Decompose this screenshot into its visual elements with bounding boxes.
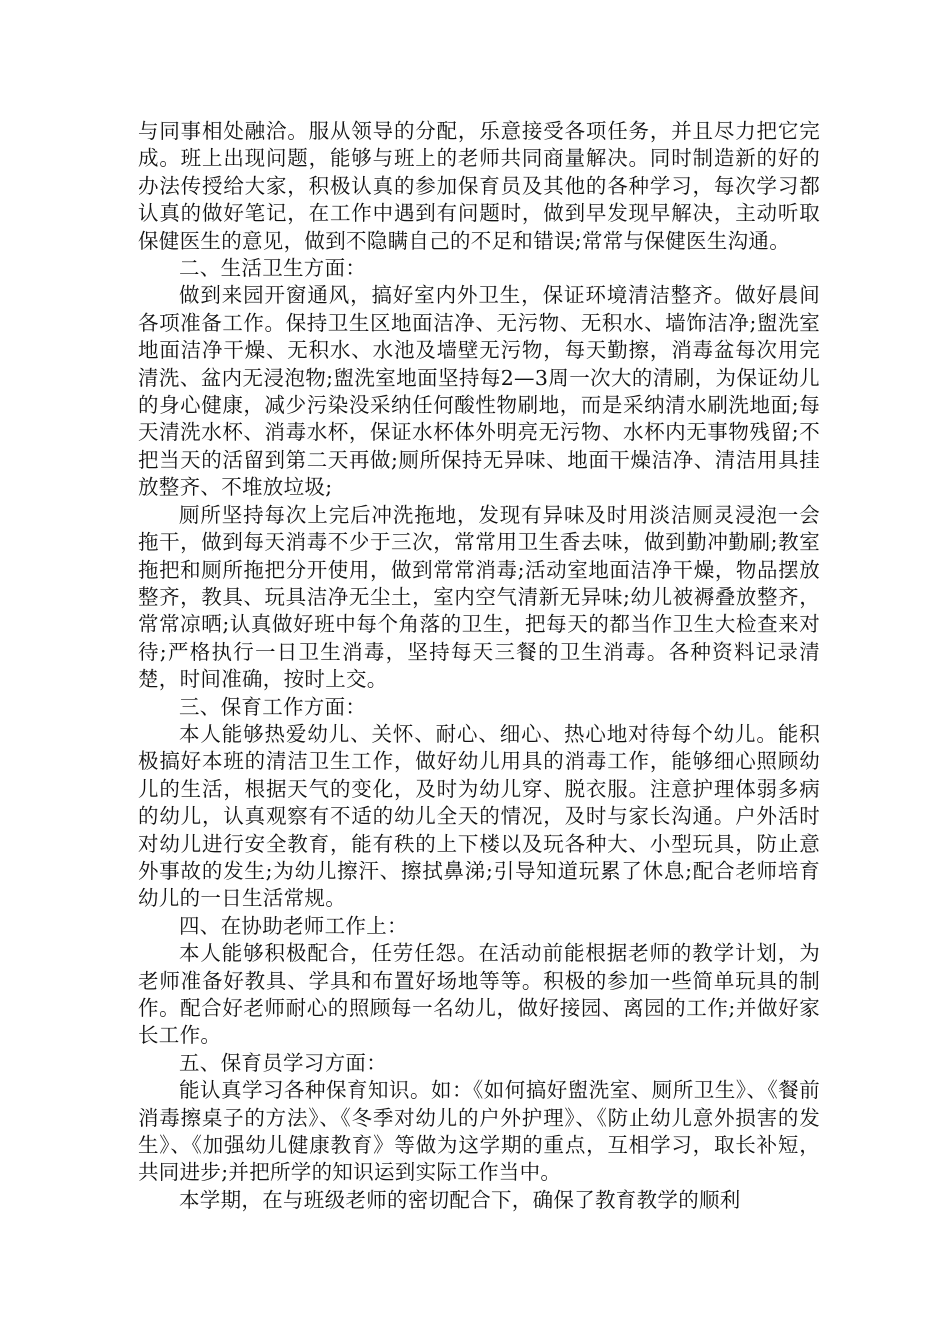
paragraph-semester: 本学期，在与班级老师的密切配合下，确保了教育教学的顺利 <box>179 1187 741 1212</box>
paragraph-assist-teacher: 本人能够积极配合，任劳任怨。在活动前能根据老师的教学计划，为老师准备好教具、学具和布置好场地等等。积极的参加一些简单玩具的制作。配合好老师耐心的照顾每一名幼儿，做好接园、离园的工作;并做好家长工作。 <box>138 941 820 1048</box>
document-page <box>138 118 820 1214</box>
heading-assist-teacher: 四、在协助老师工作上： <box>179 913 408 938</box>
paragraph-childcare: 本人能够热爱幼儿、关怀、耐心、细心、热心地对待每个幼儿。能积极搞好本班的清洁卫生工作，做好幼儿用具的消毒工作，能够细心照顾幼儿的生活，根据天气的变化，及时为幼儿穿、脱衣服。注意护理体弱多病的幼儿，认真观察有不适的幼儿全天的情况，及时与家长沟通。户外活时对幼儿进行安全教育，能有秩的上下楼以及玩各种大、小型玩具，防止意外事故的发生;为幼儿擦汗、擦拭鼻涕;引导知道玩累了休息;配合老师培育幼儿的一日生活常规。 <box>138 721 820 911</box>
heading-living-hygiene: 二、生活卫生方面： <box>179 256 367 281</box>
paragraph-intro: 与同事相处融洽。服从领导的分配，乐意接受各项任务，并且尽力把它完成。班上出现问题，能够与班上的老师共同商量解决。同时制造新的好的办法传授给大家，积极认真的参加保育员及其他的各种学习，每次学习都认真的做好笔记，在工作中遇到有问题时，做到早发现早解决，主动听取保健医生的意见，做到不隐瞒自己的不足和错误;常常与保健医生沟通。 <box>138 119 820 253</box>
paragraph-hygiene-1: 做到来园开窗通风，搞好室内外卫生，保证环境清洁整齐。做好晨间各项准备工作。保持卫生区地面洁净、无污物、无积水、墙饰洁净;盥洗室地面洁净干燥、无积水、水池及墙壁无污物，每天勤擦，消毒盆每次用完清洗、盆内无浸泡物;盥洗室地面坚持每2—3周一次大的清刷，为保证幼儿的身心健康，减少污染没采纳任何酸性物刷地，而是采纳清水刷洗地面;每天清洗水杯、消毒水杯，保证水杯体外明亮无污物、水杯内无事物残留;不把当天的活留到第二天再做;厕所保持无异味、地面干燥洁净、清洁用具挂放整齐、不堆放垃圾; <box>138 283 820 500</box>
heading-childcare-work: 三、保育工作方面： <box>179 694 367 719</box>
heading-study: 五、保育员学习方面： <box>179 1050 387 1075</box>
paragraph-hygiene-2: 厕所坚持每次上完后冲洗拖地，发现有异味及时用淡洁厕灵浸泡一会拖干，做到每天消毒不少于三次，常常用卫生香去味，做到勤冲勤刷;教室拖把和厕所拖把分开使用，做到常常消毒;活动室地面洁净干燥，物品摆放整齐，教具、玩具洁净无尘土，室内空气清新无异味;幼儿被褥叠放整齐，常常凉晒;认真做好班中每个角落的卫生，把每天的都当作卫生大检查来对待;严格执行一日卫生消毒，坚持每天三餐的卫生消毒。各种资料记录清楚，时间准确，按时上交。 <box>138 502 820 692</box>
paragraph-study: 能认真学习各种保育知识。如：《如何搞好盥洗室、厕所卫生》、《餐前消毒擦桌子的方法》、《冬季对幼儿的户外护理》、《防止幼儿意外损害的发生》、《加强幼儿健康教育》等做为这学期的重点，互相学习，取长补短，共同进步;并把所学的知识运到实际工作当中。 <box>138 1078 820 1185</box>
